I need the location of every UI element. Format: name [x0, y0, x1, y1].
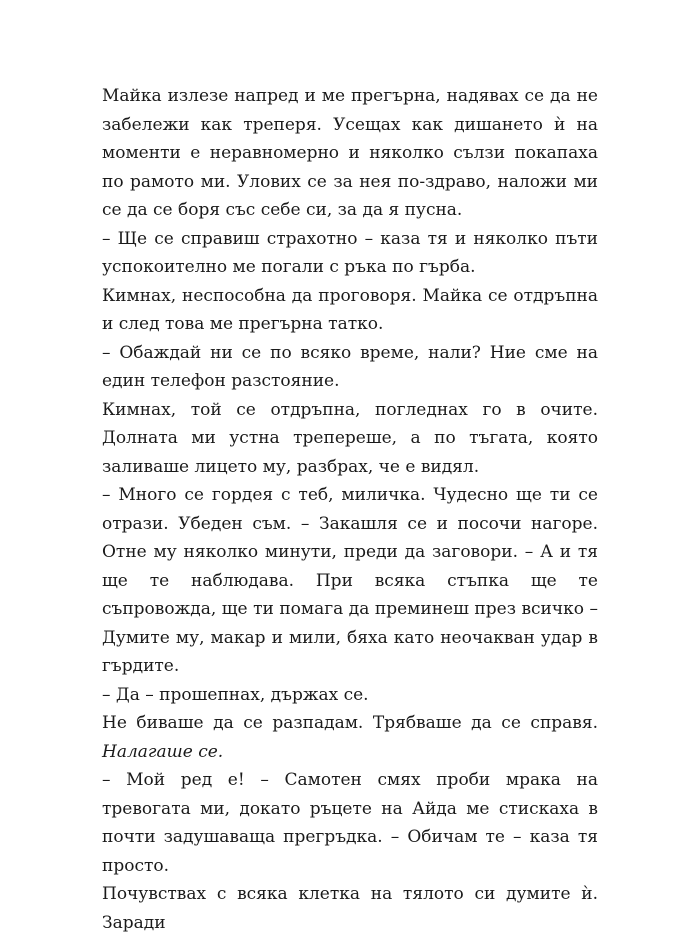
paragraph-2: – Ще се справиш страхотно – каза тя и няколко пъти успокоително ме погали с ръка по гърба. — [102, 228, 598, 277]
paragraph-10: Почувствах с всяка клетка на тялото си думите ѝ. Заради — [102, 884, 598, 933]
paragraph-6: – Много се гордея с теб, миличка. Чудесно ще ти се отрази. Убеден съм. – Закашля се и посочи нагоре. Отне му няколко минути, преди да заговори. – А и тя ще те наблюдава. При всяка стъпка ще те съпровожда, ще ти помага да преминеш през всичко – Думите му, макар и мили, бяха като неочакван удар в гърдите. — [102, 485, 598, 676]
paragraph-9: – Мой ред е! – Самотен смях проби мрака на тревогата ми, докато ръцете на Айда ме стискаха в почти задушаваща прегръдка. – Обичам те – каза тя просто. — [102, 770, 598, 876]
paragraph-8-plain: Не биваше да се разпадам. Трябваше да се справя. — [102, 713, 598, 733]
paragraph-3: Кимнах, неспособна да проговоря. Майка се отдръпна и след това ме прегърна татко. — [102, 285, 598, 334]
page-text — [102, 82, 598, 937]
paragraph-8-italic: Налагаше се. — [102, 741, 224, 762]
paragraph-4: – Обаждай ни се по всяко време, нали? Ние сме на един телефон разстояние. — [102, 342, 598, 391]
paragraph-1: Майка излезе напред и ме прегърна, надявах се да не забележи как треперя. Усещах как дишането ѝ на моменти е неравномерно и няколко сълзи покапаха по рамото ми. Улових се за нея по-здраво, наложи ми се да се боря със себе си, за да я пусна. — [102, 86, 598, 220]
paragraph-7: – Да – прошепнах, държах се. — [102, 684, 369, 705]
paragraph-8 — [102, 709, 598, 766]
paragraph-5: Кимнах, той се отдръпна, погледнах го в очите. Долната ми устна трепереше, а по тъгата, която заливаше лицето му, разбрах, че е видял. — [102, 399, 598, 477]
